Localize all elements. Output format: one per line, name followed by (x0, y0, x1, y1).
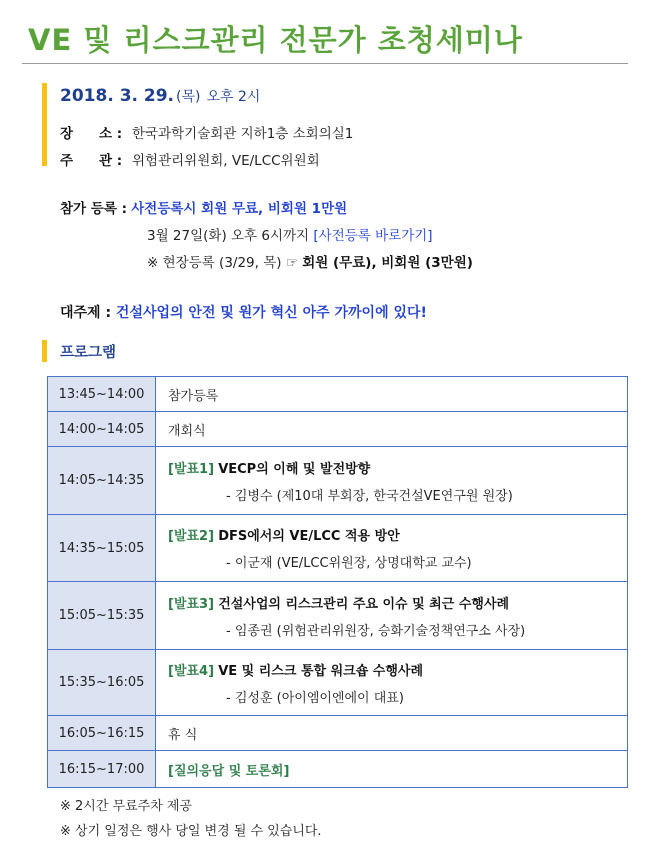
schedule-time: 14:35~15:05 (48, 515, 156, 582)
talk-title: 건설사업의 리스크관리 주요 이슈 및 최근 수행사례 (218, 596, 510, 612)
schedule-time: 13:45~14:00 (48, 377, 156, 412)
registration-deadline: 3월 27일(화) 오후 6시까지 (147, 228, 310, 244)
schedule-content (156, 650, 628, 716)
talk-title: DFS에서의 VE/LCC 적용 방안 (218, 529, 400, 544)
talk-tag: [발표4] (168, 663, 215, 679)
main-theme-value: 건설사업의 안전 및 원가 혁신 아주 가까이에 있다! (115, 305, 427, 321)
schedule-time: 16:15~17:00 (48, 751, 156, 788)
schedule-row (48, 751, 628, 788)
venue-row (60, 122, 353, 142)
schedule-content: 참가등록 (156, 377, 628, 412)
talk-title: VE 및 리스크 통합 워크숍 수행사례 (218, 663, 424, 679)
schedule-content: 휴 식 (156, 716, 628, 751)
schedule-row (48, 716, 628, 751)
talk-speaker: - 김병수 (제10대 부회장, 한국건설VE연구원 원장) (226, 488, 513, 504)
registration-row (60, 197, 347, 217)
talk-speaker: - 이군재 (VE/LCC위원장, 상명대학교 교수) (226, 556, 472, 571)
event-date (60, 86, 260, 106)
title-divider (22, 63, 628, 64)
schedule-row (48, 377, 628, 412)
event-time: 오후 2시 (206, 89, 261, 105)
event-info-accent-bar (42, 83, 47, 166)
event-date-value: 2018. 3. 29. (60, 86, 175, 106)
host-value: 위험관리위원회, VE/LCC위원회 (132, 153, 320, 169)
onsite-registration-fee: 회원 (무료), 비회원 (3만원) (302, 255, 473, 271)
registration-label: 참가 등록 : (60, 201, 127, 217)
pre-registration-link[interactable]: [사전등록 바로가기] (313, 228, 433, 244)
schedule-row (48, 515, 628, 582)
venue-label (60, 122, 132, 142)
venue-label-first: 장 (60, 126, 74, 142)
registration-fee: 사전등록시 회원 무료, 비회원 1만원 (131, 201, 348, 217)
schedule-change-note: ※ 상기 일정은 행사 당일 변경 될 수 있습니다. (60, 824, 322, 839)
schedule-row (48, 412, 628, 447)
talk-tag: [발표1] (168, 461, 215, 477)
schedule-row (48, 650, 628, 716)
registration-deadline-row (147, 224, 433, 244)
schedule-time: 15:35~16:05 (48, 650, 156, 716)
event-weekday: (목) (176, 89, 201, 105)
host-label-second: 관 : (99, 153, 123, 169)
parking-note: ※ 2시간 무료주차 제공 (60, 799, 193, 814)
onsite-registration-row (147, 251, 473, 271)
talk-tag: [발표3] (168, 596, 215, 612)
host-row (60, 149, 320, 169)
venue-value: 한국과학기술회관 지하1층 소회의실1 (132, 126, 354, 142)
host-label (60, 149, 132, 169)
schedule-time: 15:05~15:35 (48, 582, 156, 650)
schedule-row (48, 447, 628, 515)
host-label-first: 주 (60, 153, 74, 169)
qa-session: [질의응답 및 토론회] (168, 763, 290, 779)
program-heading: 프로그램 (60, 345, 117, 361)
program-accent-bar (42, 340, 47, 362)
page-title: VE 및 리스크관리 전문가 초청세미나 (28, 23, 523, 57)
schedule-content (156, 751, 628, 788)
onsite-registration-prefix: ※ 현장등록 (3/29, 목) ☞ (147, 255, 298, 271)
talk-speaker: - 김성훈 (아이엠이엔에이 대표) (226, 690, 404, 706)
schedule-time: 14:00~14:05 (48, 412, 156, 447)
schedule-content: 개회식 (156, 412, 628, 447)
schedule-content (156, 582, 628, 650)
schedule-row (48, 582, 628, 650)
schedule-time: 14:05~14:35 (48, 447, 156, 515)
main-theme-label: 대주제 : (60, 305, 112, 321)
schedule-time: 16:05~16:15 (48, 716, 156, 751)
talk-title: VECP의 이해 및 발전방향 (218, 461, 371, 477)
talk-tag: [발표2] (168, 529, 215, 544)
main-theme-row (60, 302, 427, 322)
program-schedule-table (47, 376, 628, 788)
schedule-content (156, 447, 628, 515)
venue-label-second: 소 : (99, 126, 123, 142)
talk-speaker: - 임종권 (위험관리위원장, 승화기술정책연구소 사장) (226, 623, 526, 639)
schedule-content (156, 515, 628, 582)
